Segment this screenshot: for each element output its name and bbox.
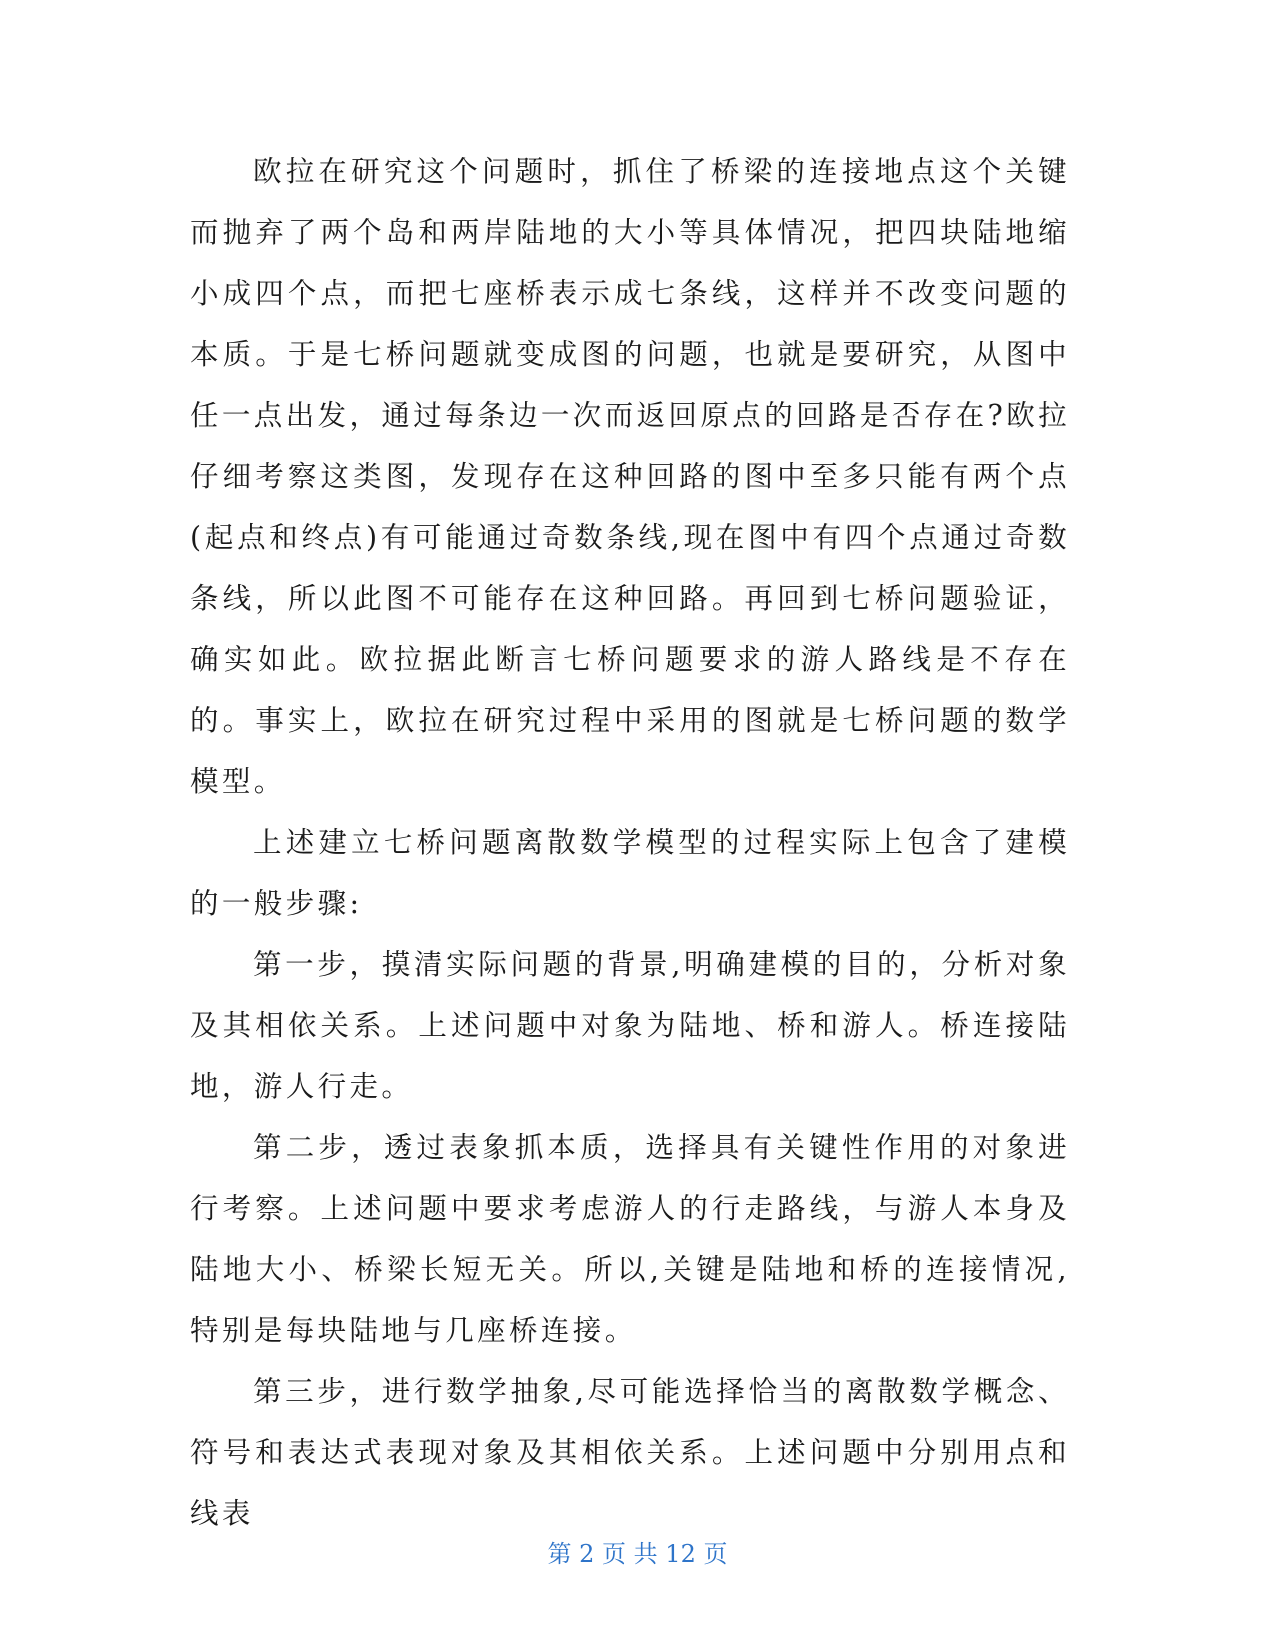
paragraph-modeling-steps-intro: 上述建立七桥问题离散数学模型的过程实际上包含了建模的一般步骤:: [190, 826, 1070, 920]
document-body: [190, 141, 1070, 1544]
paragraph-euler-analysis: 欧拉在研究这个问题时，抓住了桥梁的连接地点这个关键而抛弃了两个岛和两岸陆地的大小等具体情况，把四块陆地缩小成四个点，而把七座桥表示成七条线，这样并不改变问题的本质。于是七桥问题就变成图的问题，也就是要研究，从图中任一点出发，通过每条边一次而返回原点的回路是否存在?欧拉仔细考察这类图，发现存在这种回路的图中至多只能有两个点(起点和终点)有可能通过奇数条线,现在图中有四个点通过奇数条线，所以此图不可能存在这种回路。再回到七桥问题验证，确实如此。欧拉据此断言七桥问题要求的游人路线是不存在的。事实上，欧拉在研究过程中采用的图就是七桥问题的数学模型。: [190, 155, 1070, 798]
paragraph-step-two: 第二步，透过表象抓本质，选择具有关键性作用的对象进行考察。上述问题中要求考虑游人的行走路线，与游人本身及陆地大小、桥梁长短无关。所以,关键是陆地和桥的连接情况,特别是每块陆地与几座桥连接。: [190, 1131, 1070, 1347]
paragraph-step-three: 第三步，进行数学抽象,尽可能选择恰当的离散数学概念、符号和表达式表现对象及其相依关系。上述问题中分别用点和线表: [190, 1375, 1070, 1530]
paragraph-step-one: 第一步，摸清实际问题的背景,明确建模的目的，分析对象及其相依关系。上述问题中对象为陆地、桥和游人。桥连接陆地，游人行走。: [190, 948, 1070, 1103]
page-number-footer: 第 2 页 共 12 页: [547, 1540, 728, 1568]
